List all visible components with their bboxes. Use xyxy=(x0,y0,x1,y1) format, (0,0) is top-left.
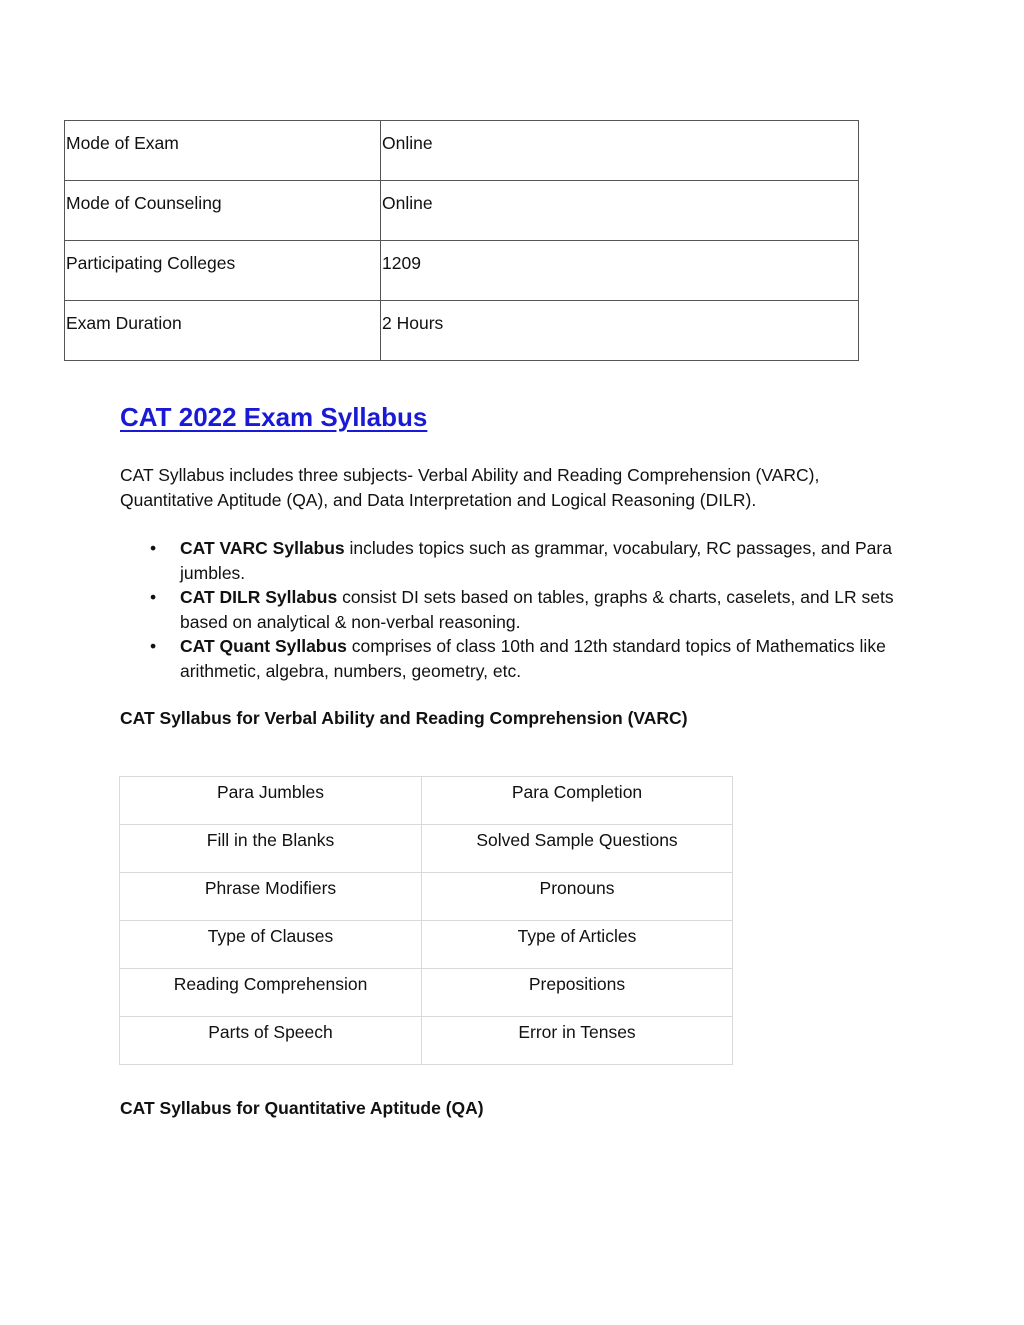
varc-heading: CAT Syllabus for Verbal Ability and Reading Comprehension (VARC) xyxy=(120,708,688,728)
bullet-icon: • xyxy=(150,538,157,558)
table-row xyxy=(65,241,859,301)
bullet-text: includes topics such as grammar, vocabulary, RC passages, and Para jumbles. xyxy=(180,538,892,583)
table-cell: Reading Comprehension xyxy=(120,969,422,1017)
bullet-text: comprises of class 10th and 12th standard topics of Mathematics like arithmetic, algebra, numbers, geometry, etc. xyxy=(180,636,886,681)
info-value: Online xyxy=(381,121,859,181)
list-item xyxy=(150,634,910,683)
table-row xyxy=(120,777,733,825)
list-item xyxy=(150,536,910,585)
table-row xyxy=(120,1017,733,1065)
table-row xyxy=(65,121,859,181)
table-cell: Fill in the Blanks xyxy=(120,825,422,873)
table-cell: Para Jumbles xyxy=(120,777,422,825)
info-label: Mode of Exam xyxy=(65,121,381,181)
info-label: Participating Colleges xyxy=(65,241,381,301)
syllabus-heading-link[interactable]: CAT 2022 Exam Syllabus xyxy=(120,402,428,432)
table-row xyxy=(65,301,859,361)
syllabus-bullet-list xyxy=(150,536,910,683)
info-value: 1209 xyxy=(381,241,859,301)
bullet-text: consist DI sets based on tables, graphs & charts, caselets, and LR sets based on analytical & non-verbal reasoning. xyxy=(180,587,894,632)
varc-topics-table xyxy=(119,776,733,1065)
bullet-icon: • xyxy=(150,587,157,607)
bullet-title: CAT Quant Syllabus xyxy=(180,636,347,656)
info-value: Online xyxy=(381,181,859,241)
table-cell: Phrase Modifiers xyxy=(120,873,422,921)
table-row xyxy=(120,969,733,1017)
table-cell: Para Completion xyxy=(422,777,733,825)
table-row xyxy=(120,921,733,969)
table-row xyxy=(65,181,859,241)
info-label: Mode of Counseling xyxy=(65,181,381,241)
info-value: 2 Hours xyxy=(381,301,859,361)
bullet-title: CAT VARC Syllabus xyxy=(180,538,345,558)
table-cell: Solved Sample Questions xyxy=(422,825,733,873)
bullet-title: CAT DILR Syllabus xyxy=(180,587,338,607)
table-cell: Prepositions xyxy=(422,969,733,1017)
list-item xyxy=(150,585,910,634)
bullet-icon: • xyxy=(150,636,157,656)
qa-heading: CAT Syllabus for Quantitative Aptitude (QA) xyxy=(120,1098,484,1118)
info-label: Exam Duration xyxy=(65,301,381,361)
exam-info-table xyxy=(64,120,859,361)
table-cell: Pronouns xyxy=(422,873,733,921)
intro-paragraph: CAT Syllabus includes three subjects- Verbal Ability and Reading Comprehension (VARC), Quantitative Aptitude (QA), and Data Interpretation and Logical Reasoning (DILR). xyxy=(120,465,820,510)
table-cell: Type of Clauses xyxy=(120,921,422,969)
table-cell: Error in Tenses xyxy=(422,1017,733,1065)
table-cell: Type of Articles xyxy=(422,921,733,969)
table-row xyxy=(120,873,733,921)
table-row xyxy=(120,825,733,873)
table-cell: Parts of Speech xyxy=(120,1017,422,1065)
